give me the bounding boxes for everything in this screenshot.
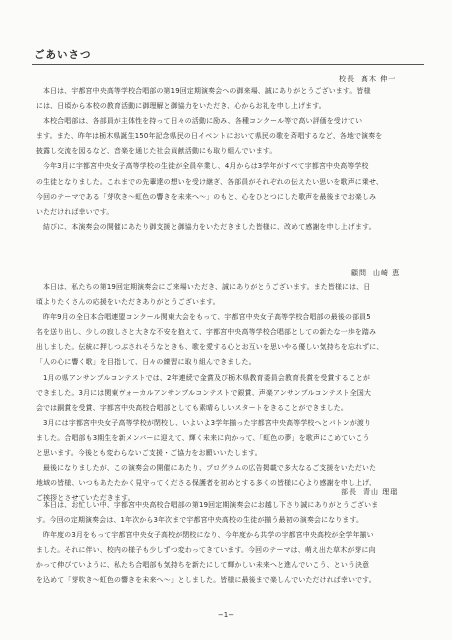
signature-role: 部長 (341, 488, 357, 496)
text-line: 披露し交流を図るなど、音楽を通じた社会貢献活動にも取り組んでいます。 (36, 147, 277, 156)
text-line: 会では銅賞を受賞、宇都宮中央高校合唱部としても素晴らしいスタートをきることができました。 (36, 403, 348, 412)
text-line: 名を送り出し、少しの寂しさと大きな不安を抱えて、宇都宮中央高等学校合唱部としての新たな一歩を踏み (36, 328, 377, 337)
text-line: 本日は、宇都宮中央高等学校合唱部の第19回定期演奏会への御来場、誠にありがとうございます。皆様 (43, 87, 371, 95)
text-line: 結びに、本演奏会の開催にあたり御支援と御協力をいただきました皆様に、改めて感謝を申し上げます。 (43, 222, 376, 231)
page-number: −1− (217, 611, 235, 619)
signature-name: 青山 理瑠 (363, 488, 399, 496)
signature-name: 髙木 伸一 (361, 75, 397, 83)
text-line: 3月には宇都宮中央女子高等学校が閉校し、いよいよ3学年揃った宇都宮中央高等学校へとバトンが渡り (43, 418, 372, 427)
text-line: 本校合唱部は、各部員が主体性を持って日々の活動に励み、各種コンクール等で高い評価を受けてい (43, 117, 363, 126)
text-line: かって伸びていように、私たち合唱部も気持ちを新たにして輝かしい未来へと進んでいこう、という決意 (36, 561, 370, 570)
signature-advisor (345, 268, 400, 278)
text-line: を込めて「芽吹き～虹色の響きを未来へ～」としました。皆様に最後まで楽しんでいただければ幸いです。 (36, 576, 376, 585)
text-line: ました。それに伴い、校内の様子も少しずつ変わってきています。今回のテーマは、萌え出た草木が芽に向 (36, 546, 376, 555)
title-underline (32, 64, 424, 65)
principal-message (36, 84, 428, 235)
advisor-message (36, 280, 428, 506)
signature-president (335, 487, 398, 497)
text-line: す。今回の定期演奏会は、1年次から3年次まで宇都宮中央高校の生徒が揃う最初の演奏会になります。 (36, 516, 364, 525)
text-line: 今年3月に宇都宮中央女子高等学校の生徒が全員卒業し、4月からは3学年がすべて宇都宮中央高等学校 (43, 162, 369, 171)
text-line: 昨年9月の全日本合唱連盟コンクール関東大会をもって、宇都宮中央女子高等学校合唱部の最後の部員5 (43, 313, 371, 322)
signature-name: 山崎 恵 (373, 269, 401, 277)
text-line: ました。合唱部も3期生を新メンバーに迎えて、輝く未来に向かって、「虹色の夢」を歌声にこめていこう (36, 433, 370, 442)
text-line: 地域の皆様、いつもあたたかく見守ってくださる保護者を初めとする多くの皆様に心より感謝を申し上げ、 (36, 479, 377, 488)
text-line: 本日は、私たちの第19回定期演奏会にご来場いただき、誠にありがとうございます。また皆様には、日 (43, 283, 371, 291)
text-line: と思います。今後とも変わらないご支援・ご協力をお願いいたします。 (36, 449, 262, 458)
text-line: できました。3月には関東ヴォーカルアンサンブルコンテストで銀賞、声楽アンサンブルコンテスト全国大 (36, 388, 372, 397)
text-line: ご挨拶とさせていただきます。 (36, 494, 135, 503)
president-message (36, 498, 428, 589)
signature-principal (333, 74, 396, 84)
text-line: いただければ幸いです。 (36, 207, 114, 216)
text-line: の生徒となりました。これまでの先輩達の想いを受け継ぎ、各部員がそれぞれの伝えたい思いを歌声に乗せ、 (36, 177, 383, 186)
text-line: 最後になりましたが、この演奏会の開催にあたり、プログラムの広告掲載で多大なるご支援をいただいた (43, 464, 377, 473)
text-line: 頃よりたくさんの応援をいただきありがとうございます。 (36, 298, 220, 307)
text-line: 「人の心に響く歌」を目指して、日々の練習に取り組んできました。 (36, 358, 256, 367)
text-line: 本日は、お忙しい中、宇都宮中央高校合唱部の第19回定期演奏会にお越し下さり誠にありがとうございま (43, 501, 379, 509)
signature-role: 顧問 (351, 269, 367, 277)
page-title: ごあいさつ (34, 49, 92, 61)
text-line: 昨年度の3月をもって宇都宮中央女子高校が閉校になり、今年度から共学の宇都宮中央高校が全学年揃い (43, 531, 374, 540)
text-line: ます。また、昨年は栃木県誕生150年記念県民の日イベントにおいて県民の歌を斉唱するなど、各地で演奏を (36, 132, 383, 141)
signature-role: 校長 (339, 75, 355, 83)
text-line: 1月の県アンサンブルコンテストでは、2年連続で金賞及び栃木県教育委員会教育長賞を受賞することが (43, 373, 371, 382)
text-line: には、日頃から本校の教育活動に御理解と御協力をいただき、心からお礼を申し上げます。 (36, 102, 326, 111)
text-line: 今回のテーマである「芽吹き～虹色の響きを未来へ～」のもと、心をひとつにした歌声を最後までお楽しみ (36, 192, 377, 201)
text-line: 出しました。伝統に押しつぶされそうなときも、歌を愛する心とお互いを思いやる優しい気持ちを忘れずに、 (36, 343, 384, 352)
